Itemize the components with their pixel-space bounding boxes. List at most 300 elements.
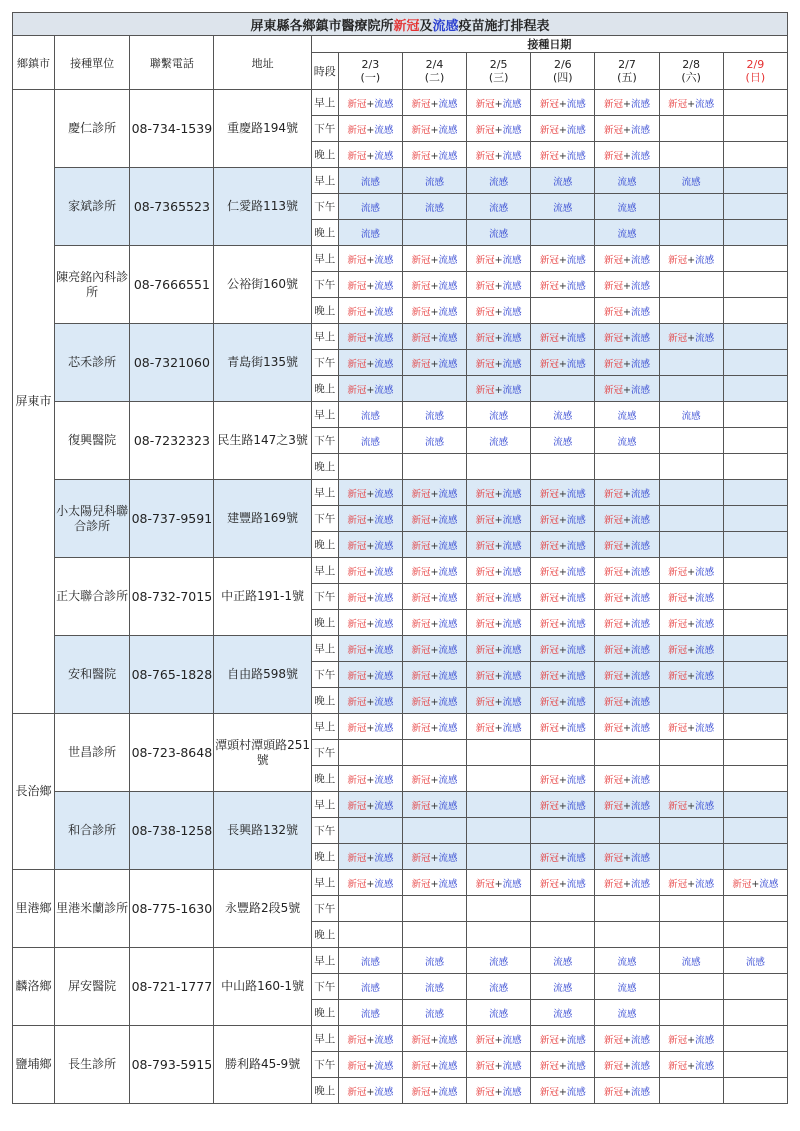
schedule-cell [402,350,466,376]
table-row [13,402,788,428]
flu-label: 流感 [695,1034,715,1046]
schedule-cell [402,584,466,610]
flu-label: 流感 [502,306,522,318]
plus-sign: + [430,878,439,890]
schedule-cell [595,220,659,246]
flu-label: 流感 [360,982,380,994]
schedule-cell [338,1078,402,1104]
header-day [531,53,595,90]
schedule-cell [402,610,466,636]
covid-label: 新冠 [539,696,559,708]
clinic-phone: 08-734-1539 [130,90,214,168]
covid-label: 新冠 [411,878,431,890]
covid-label: 新冠 [668,254,688,266]
header-day-weekday: (一) [360,71,381,84]
flu-label: 流感 [502,618,522,630]
header-day-weekday: (日) [745,71,766,84]
schedule-cell [595,376,659,402]
plus-sign: + [687,722,696,734]
schedule-cell [467,90,531,116]
schedule-cell [531,402,595,428]
plus-sign: + [494,670,503,682]
covid-label: 新冠 [603,98,623,110]
flu-label: 流感 [502,696,522,708]
plus-sign: + [687,566,696,578]
schedule-cell [338,220,402,246]
flu-label: 流感 [374,488,394,500]
schedule-cell [531,168,595,194]
flu-label: 流感 [374,1086,394,1098]
flu-label: 流感 [502,540,522,552]
covid-label: 新冠 [539,592,559,604]
period-label: 早上 [311,558,338,584]
covid-label: 新冠 [539,644,559,656]
plus-sign: + [366,280,375,292]
schedule-cell [531,636,595,662]
schedule-cell [402,90,466,116]
covid-label: 新冠 [603,670,623,682]
schedule-cell [723,194,787,220]
schedule-cell [659,1052,723,1078]
schedule-cell [467,922,531,948]
covid-label: 新冠 [347,254,367,266]
clinic-phone: 08-737-9591 [130,480,214,558]
clinic-address: 中正路191-1號 [214,558,311,636]
schedule-cell [595,636,659,662]
schedule-cell [531,558,595,584]
flu-label: 流感 [374,644,394,656]
schedule-cell [723,220,787,246]
schedule-cell [338,272,402,298]
schedule-cell [467,688,531,714]
plus-sign: + [558,514,567,526]
schedule-cell [595,454,659,480]
clinic-name: 家斌診所 [55,168,130,246]
table-row [13,870,788,896]
flu-label: 流感 [438,618,458,630]
plus-sign: + [366,696,375,708]
schedule-cell [531,90,595,116]
covid-label: 新冠 [411,124,431,136]
schedule-cell [595,818,659,844]
flu-label: 流感 [438,488,458,500]
flu-label: 流感 [681,176,701,188]
plus-sign: + [494,1086,503,1098]
clinic-address: 永豐路2段5號 [214,870,311,948]
schedule-cell [338,922,402,948]
plus-sign: + [366,1086,375,1098]
table-row [13,714,788,740]
schedule-cell [659,298,723,324]
flu-label: 流感 [374,696,394,708]
schedule-cell [402,766,466,792]
header-day [659,53,723,90]
covid-label: 新冠 [347,878,367,890]
schedule-cell [338,714,402,740]
schedule-cell [531,896,595,922]
flu-label: 流感 [502,722,522,734]
flu-label: 流感 [745,956,765,968]
plus-sign: + [366,254,375,266]
covid-label: 新冠 [668,644,688,656]
schedule-cell [723,324,787,350]
period-label: 晚上 [311,922,338,948]
plus-sign: + [558,566,567,578]
schedule-cell [467,714,531,740]
schedule-cell [595,558,659,584]
period-label: 下午 [311,818,338,844]
flu-label: 流感 [374,540,394,552]
covid-label: 新冠 [347,566,367,578]
flu-label: 流感 [630,852,650,864]
period-label: 晚上 [311,844,338,870]
flu-label: 流感 [617,1008,637,1020]
schedule-cell [659,194,723,220]
covid-label: 新冠 [411,644,431,656]
clinic-phone: 08-765-1828 [130,636,214,714]
plus-sign: + [430,774,439,786]
header-day-date: 2/8 [682,58,700,71]
flu-label: 流感 [489,410,509,422]
flu-label: 流感 [617,982,637,994]
flu-label: 流感 [630,150,650,162]
table-row [13,480,788,506]
clinic-address: 青島街135號 [214,324,311,402]
covid-label: 新冠 [668,878,688,890]
plus-sign: + [558,98,567,110]
flu-label: 流感 [566,254,586,266]
schedule-cell [402,974,466,1000]
schedule-cell [402,896,466,922]
flu-label: 流感 [681,956,701,968]
schedule-cell [659,116,723,142]
plus-sign: + [430,696,439,708]
covid-label: 新冠 [411,306,431,318]
clinic-name: 復興醫院 [55,402,130,480]
schedule-cell [723,558,787,584]
covid-label: 新冠 [603,774,623,786]
header-address: 地址 [214,36,311,90]
flu-label: 流感 [630,254,650,266]
plus-sign: + [622,618,631,630]
plus-sign: + [558,592,567,604]
schedule-cell [531,506,595,532]
flu-label: 流感 [502,1034,522,1046]
plus-sign: + [430,722,439,734]
covid-label: 新冠 [539,124,559,136]
table-row [13,168,788,194]
covid-label: 新冠 [539,150,559,162]
schedule-cell [659,610,723,636]
schedule-cell [659,766,723,792]
schedule-cell [467,298,531,324]
clinic-address: 重慶路194號 [214,90,311,168]
flu-label: 流感 [374,878,394,890]
plus-sign: + [430,488,439,500]
covid-label: 新冠 [539,1086,559,1098]
covid-label: 新冠 [411,566,431,578]
flu-label: 流感 [438,540,458,552]
plus-sign: + [622,540,631,552]
schedule-cell [531,1000,595,1026]
schedule-cell [659,246,723,272]
plus-sign: + [558,696,567,708]
town-name: 麟洛鄉 [13,948,55,1026]
schedule-cell [531,714,595,740]
schedule-cell [723,116,787,142]
flu-label: 流感 [438,722,458,734]
plus-sign: + [622,800,631,812]
schedule-cell [723,922,787,948]
covid-label: 新冠 [603,540,623,552]
covid-label: 新冠 [603,566,623,578]
schedule-cell [338,90,402,116]
flu-label: 流感 [566,1086,586,1098]
flu-label: 流感 [630,280,650,292]
schedule-cell [467,532,531,558]
schedule-cell [338,194,402,220]
schedule-cell [402,116,466,142]
plus-sign: + [494,566,503,578]
covid-label: 新冠 [475,384,495,396]
flu-label: 流感 [502,124,522,136]
plus-sign: + [622,306,631,318]
schedule-cell [338,818,402,844]
schedule-cell [402,818,466,844]
table-row [13,246,788,272]
plus-sign: + [494,644,503,656]
plus-sign: + [366,98,375,110]
title-and: 及 [419,18,433,34]
schedule-cell [402,922,466,948]
plus-sign: + [430,800,439,812]
flu-label: 流感 [566,670,586,682]
period-label: 下午 [311,428,338,454]
schedule-cell [659,1078,723,1104]
flu-label: 流感 [695,332,715,344]
covid-label: 新冠 [539,800,559,812]
plus-sign: + [622,1034,631,1046]
schedule-cell [338,1052,402,1078]
period-label: 晚上 [311,142,338,168]
plus-sign: + [366,150,375,162]
plus-sign: + [622,722,631,734]
schedule-cell [595,246,659,272]
flu-label: 流感 [374,358,394,370]
schedule-cell [402,844,466,870]
plus-sign: + [494,384,503,396]
flu-label: 流感 [630,514,650,526]
period-label: 早上 [311,246,338,272]
flu-label: 流感 [630,332,650,344]
schedule-cell [531,428,595,454]
flu-label: 流感 [502,1060,522,1072]
schedule-cell [531,922,595,948]
schedule-cell [338,324,402,350]
flu-label: 流感 [502,566,522,578]
flu-label: 流感 [502,878,522,890]
title-suffix: 疫苗施打排程表 [458,18,550,34]
schedule-cell [531,298,595,324]
flu-label: 流感 [374,384,394,396]
covid-label: 新冠 [603,254,623,266]
flu-label: 流感 [424,982,444,994]
schedule-cell [338,298,402,324]
covid-label: 新冠 [603,280,623,292]
plus-sign: + [622,566,631,578]
schedule-cell [402,870,466,896]
plus-sign: + [430,592,439,604]
schedule-cell [595,480,659,506]
flu-label: 流感 [374,852,394,864]
schedule-cell [338,610,402,636]
schedule-cell [723,454,787,480]
schedule-cell [595,714,659,740]
schedule-cell [338,1026,402,1052]
period-label: 晚上 [311,688,338,714]
table-row [13,948,788,974]
header-day [595,53,659,90]
schedule-cell [723,90,787,116]
schedule-cell [338,974,402,1000]
flu-label: 流感 [630,306,650,318]
flu-label: 流感 [502,358,522,370]
schedule-cell [531,870,595,896]
schedule-cell [402,324,466,350]
schedule-cell [723,740,787,766]
covid-label: 新冠 [475,1034,495,1046]
schedule-cell [467,480,531,506]
flu-label: 流感 [566,150,586,162]
schedule-cell [338,454,402,480]
covid-label: 新冠 [475,280,495,292]
covid-label: 新冠 [603,332,623,344]
schedule-cell [659,454,723,480]
plus-sign: + [366,800,375,812]
plus-sign: + [687,878,696,890]
plus-sign: + [622,254,631,266]
flu-label: 流感 [630,124,650,136]
plus-sign: + [366,332,375,344]
header-clinic: 接種單位 [55,36,130,90]
covid-label: 新冠 [475,566,495,578]
plus-sign: + [366,774,375,786]
plus-sign: + [494,540,503,552]
clinic-address: 建豐路169號 [214,480,311,558]
flu-label: 流感 [695,566,715,578]
covid-label: 新冠 [347,384,367,396]
covid-label: 新冠 [475,124,495,136]
plus-sign: + [366,1034,375,1046]
flu-label: 流感 [360,202,380,214]
plus-sign: + [558,618,567,630]
flu-label: 流感 [374,124,394,136]
covid-label: 新冠 [603,1034,623,1046]
schedule-cell [595,116,659,142]
schedule-cell [723,766,787,792]
flu-label: 流感 [553,410,573,422]
covid-label: 新冠 [347,644,367,656]
flu-label: 流感 [630,1034,650,1046]
covid-label: 新冠 [411,722,431,734]
schedule-cell [595,688,659,714]
flu-label: 流感 [502,254,522,266]
covid-label: 新冠 [347,722,367,734]
table-row [13,1026,788,1052]
schedule-cell [595,896,659,922]
header-day-date: 2/6 [553,58,572,71]
plus-sign: + [622,332,631,344]
flu-label: 流感 [438,514,458,526]
plus-sign: + [494,488,503,500]
header-day-date: 2/4 [425,58,444,71]
flu-label: 流感 [566,774,586,786]
covid-label: 新冠 [475,514,495,526]
schedule-cell [659,1000,723,1026]
flu-label: 流感 [438,670,458,682]
schedule-cell [531,194,595,220]
schedule-cell [531,1026,595,1052]
schedule-cell [595,584,659,610]
covid-label: 新冠 [411,1060,431,1072]
covid-label: 新冠 [539,722,559,734]
flu-label: 流感 [374,566,394,578]
flu-label: 流感 [438,696,458,708]
flu-label: 流感 [438,1086,458,1098]
flu-label: 流感 [374,332,394,344]
schedule-cell [723,350,787,376]
covid-label: 新冠 [539,670,559,682]
schedule-cell [595,740,659,766]
schedule-cell [659,948,723,974]
town-name: 里港鄉 [13,870,55,948]
flu-label: 流感 [553,1008,573,1020]
plus-sign: + [558,540,567,552]
plus-sign: + [622,124,631,136]
flu-label: 流感 [438,1034,458,1046]
flu-label: 流感 [566,592,586,604]
plus-sign: + [622,514,631,526]
flu-label: 流感 [374,722,394,734]
schedule-cell [467,428,531,454]
covid-label: 新冠 [539,1034,559,1046]
plus-sign: + [622,696,631,708]
flu-label: 流感 [630,540,650,552]
flu-label: 流感 [374,592,394,604]
plus-sign: + [687,670,696,682]
schedule-cell [723,506,787,532]
covid-label: 新冠 [475,254,495,266]
schedule-cell [659,974,723,1000]
flu-label: 流感 [617,228,637,240]
schedule-cell [467,116,531,142]
schedule-cell [723,402,787,428]
clinic-phone: 08-7232323 [130,402,214,480]
flu-label: 流感 [566,332,586,344]
schedule-cell [467,454,531,480]
plus-sign: + [430,150,439,162]
covid-label: 新冠 [539,540,559,552]
plus-sign: + [494,618,503,630]
schedule-cell [595,194,659,220]
flu-label: 流感 [553,436,573,448]
schedule-cell [723,584,787,610]
covid-label: 新冠 [603,1060,623,1072]
schedule-cell [338,558,402,584]
schedule-cell [402,1052,466,1078]
flu-label: 流感 [566,852,586,864]
schedule-cell [338,636,402,662]
